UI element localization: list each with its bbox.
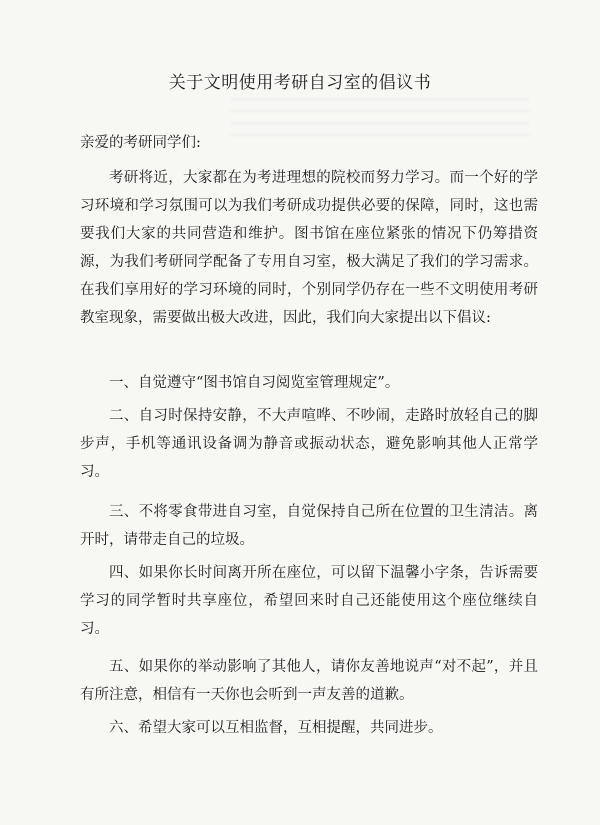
proposal-item-6: 六、希望大家可以互相监督，互相提醒，共同进步。 [109,720,443,736]
intro-paragraph: 考研将近，大家都在为考进理想的院校而努力学习。而一个好的学习环境和学习氛围可以为我们考研成功提供必要的保障，同时，这也需要我们大家的共同营造和维护。图书馆在座位紧张的情况下仍筹措资源，为我们考研同学配备了专用自习室，极大满足了我们的学习需求。在我们享用好的学习环境的同时，个别同学仍存在一些不文明使用考研教室现象，需要做出极大改进，因此，我们向大家提出以下倡议: [80,170,538,326]
document-title: 关于文明使用考研自习室的倡议书 [168,73,432,93]
proposal-item-4: 四、如果你长时间离开所在座位，可以留下温馨小字条，告诉需要学习的同学暂时共享座位，希望回来时自己还能使用这个座位继续自习。 [80,565,538,637]
proposal-item-1: 一、自觉遵守“图书馆自习阅览室管理规定”。 [109,375,400,391]
salutation: 亲爱的考研同学们: [80,135,201,151]
proposal-item-2: 二、自习时保持安静，不大声喧哗、不吵闹，走路时放轻自己的脚步声，手机等通讯设备调为静音或振动状态，避免影响其他人正常学习。 [80,408,538,480]
scan-bleed-through [230,98,530,138]
proposal-item-3: 三、不将零食带进自习室，自觉保持自己所在位置的卫生清洁。离开时，请带走自己的垃圾。 [80,504,538,548]
proposal-item-5: 五、如果你的举动影响了其他人，请你友善地说声“对不起”，并且有所注意，相信有一天你也会听到一声友善的道歉。 [80,659,538,703]
